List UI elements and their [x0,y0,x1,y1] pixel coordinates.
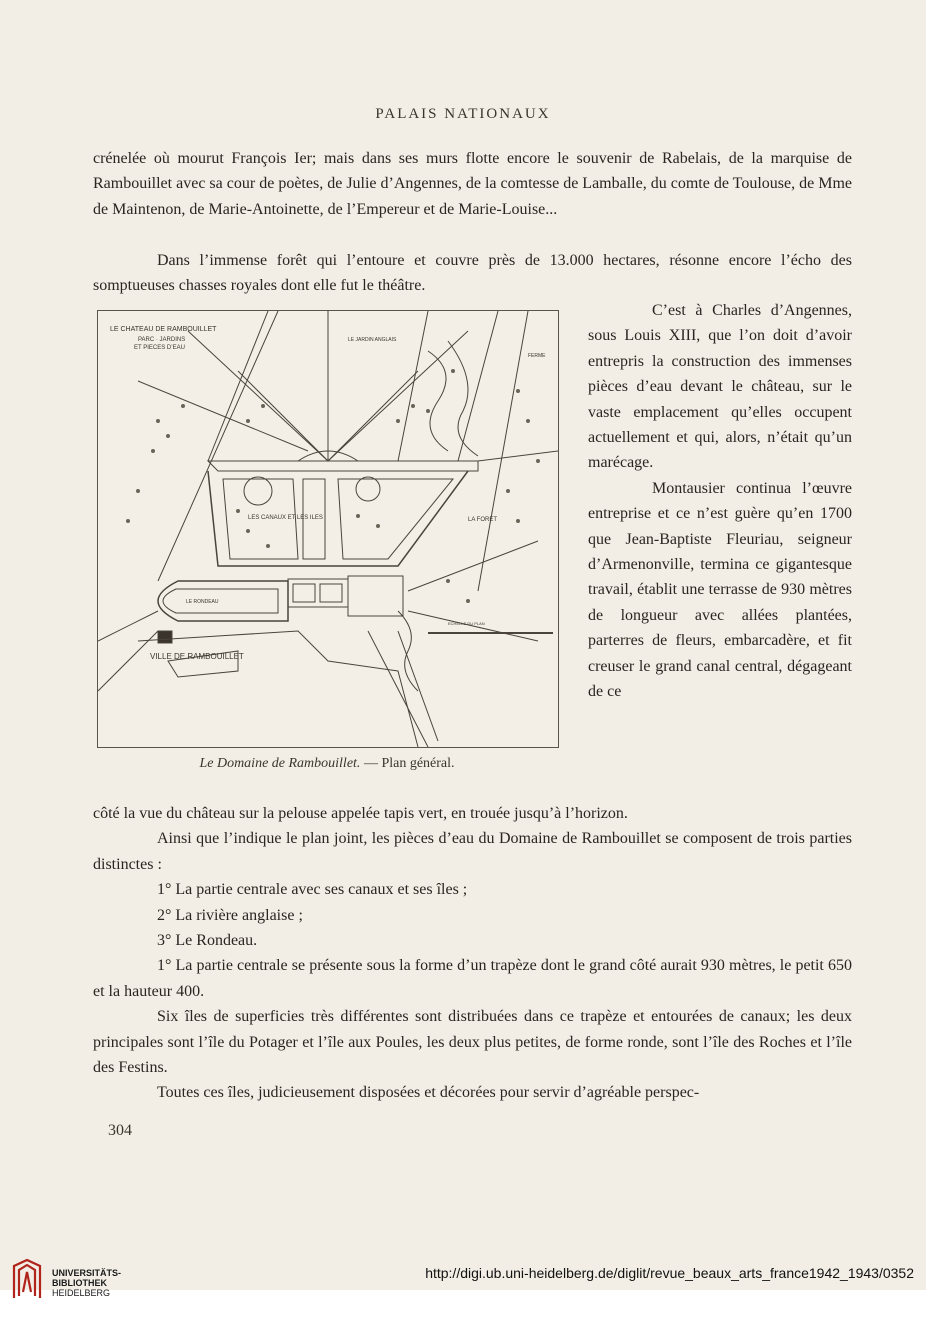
side-paragraph-1: C’est à Charles d’Angennes, sous Louis XIII, que l’on doit d’avoir entrepris la construction des immenses pièces d’eau devant le château, sur le vaste emplacement qu’elles occupent actuellement et qui, alors, n’était qu’un marécage. [588,302,852,472]
parterre [288,579,348,607]
avenue-line [478,311,528,591]
island [338,479,453,559]
library-name [52,1268,121,1298]
avenue-line [478,451,558,461]
avenue-line [98,611,158,641]
library-line-3: HEIDELBERG [52,1288,111,1298]
town-boundary [138,631,418,747]
avenue-line [328,331,468,461]
side-paragraph-2: Montausier continua l’œuvre entreprise et ce n’est guère qu’en 1700 que Jean-Baptiste Fleuriau, seigneur d’Armenonville, termina ce gigantesque travail, établit une terrasse de 930 mètres de longueur avec allées plantées, parterres de fleurs, embarcadère, et fit creuser le grand canal central, dégageant de ce [588,479,852,701]
paragraph-2-text: Dans l’immense forêt qui l’entoure et couvre près de 13.000 hectares, résonne encore l’écho des somptueuses chasses royales dont elle fut le théâtre. [93,252,852,295]
map-label-jardin: LE JARDIN ANGLAIS [348,337,397,343]
building-block [158,631,172,643]
map-title-3: ET PIECES D’EAU [134,345,185,351]
map-title-1: LE CHATEAU DE RAMBOUILLET [110,326,217,333]
avenue-line [238,371,328,461]
tree-stipple [126,369,540,603]
side-column [588,298,852,705]
list-item-2: 2° La rivière anglaise ; [157,906,303,924]
garden-path [448,341,478,456]
running-head: PALAIS NATIONAUX [375,106,551,122]
chateau-block [348,576,403,616]
paragraph-4: Ainsi que l’indique le plan joint, les pièces d’eau du Domaine de Rambouillet se composent de trois parties distinctes : [93,830,852,873]
caption-rest: — Plan général. [360,756,455,771]
map-label-echelle: ECHELLE DU PLAN [448,621,485,626]
paragraph-7: Toutes ces îles, judicieusement disposées et décorées pour servir d’agréable perspec- [157,1084,700,1102]
list-item-1: 1° La partie centrale avec ses canaux et ses îles ; [157,881,468,899]
list-item-3: 3° Le Rondeau. [157,932,258,950]
library-line-1: UNIVERSITÄTS- [52,1268,122,1278]
terrace [208,461,478,471]
paragraph-1-text: crénelée où mourut François Ier; mais dans ses murs flotte encore le souvenir de Rabelais, de la marquise de Rambouillet avec sa cour de poètes, de Julie d’Angennes, de la comtesse de Lamballe, du comte de Toulouse, de Mme de Maintenon, de Marie-Antoinette, de l’Empereur et de Marie-Louise... [93,150,852,218]
paragraph-1 [93,146,852,222]
parterre-bed [320,584,342,602]
map-title-2: PARC · JARDINS [138,337,186,343]
caption-title: Le Domaine de Rambouillet. [199,756,361,771]
estate-plan-figure [97,310,559,748]
avenue-line [328,371,418,461]
round-island [356,477,380,501]
avenue-line [398,631,438,741]
round-island [244,477,272,505]
map-label-foret: LA FORET [468,517,498,523]
library-logo-icon [10,1258,44,1302]
main-text-continued [93,801,852,1106]
page-number: 304 [108,1122,132,1139]
rondeau-inner [163,589,278,613]
avenue-line [158,311,278,581]
paragraph-3-end: côté la vue du château sur la pelouse appelée tapis vert, en trouée jusqu’à l’horizon. [93,805,628,822]
paragraph-2 [93,248,852,299]
map-label-ville: VILLE DE RAMBOUILLET [150,652,244,661]
map-label-ferme: FERME [528,353,546,359]
footer-band [0,1290,926,1320]
avenue-line [408,541,538,591]
map-label-rondeau: LE RONDEAU [186,599,219,605]
avenue-line [408,611,538,641]
library-line-2: BIBLIOTHEK [52,1278,107,1288]
avenue-line [188,331,328,461]
parterre-bed [293,584,315,602]
paragraph-6: Six îles de superficies très différentes sont distribuées dans ce trapèze et entourées de canaux; les deux principales sont l’île du Potager et l’île aux Poules, les deux plus petites, de forme ronde, sont l’île des Roches et l’île des Festins. [93,1008,852,1077]
avenue-line [208,311,268,461]
rondeau [158,581,288,621]
figure-caption [97,756,557,772]
estate-plan-map [98,311,558,747]
paragraph-5: 1° La partie centrale se présente sous la forme d’un trapèze dont le grand côté aurait 930 mètres, le petit 650 et la hauteur 400. [93,957,852,1000]
avenue-line [458,311,498,461]
source-url-link[interactable]: http://digi.ub.uni-heidelberg.de/diglit/revue_beaux_arts_france1942_1943/0352 [425,1265,914,1281]
map-label-canaux: LES CANAUX ET LES ILES [248,515,323,521]
